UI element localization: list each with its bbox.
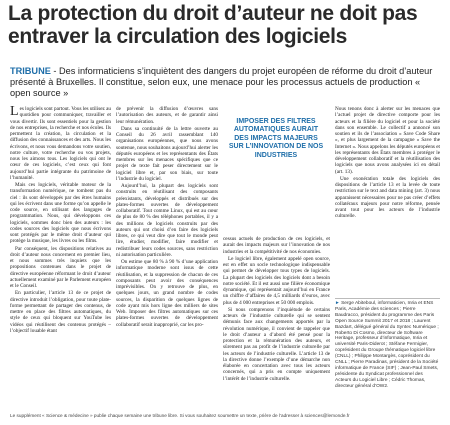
signers-divider xyxy=(335,298,440,299)
body-paragraph: Si nous comprenons l’inquiétude de certains acteurs de l’industrie culturelle qui se sentent démunis face aux changements apportés par la révolution numérique, il convient de rappeler que le droit d’auteur a d’abord été pensé pour la protection et la rémunération des auteurs, et sûrement pas au profit de l’industrie culturelle par les acteurs de l’industrie culturelle. L’article 13 de la directive donne l’exemple d’une démarche non élaborée en concertation avec tous les acteurs concernés, qui a pris en compte uniquement l’intérêt de l’industrie culturelle. xyxy=(223,306,330,382)
arrow-icon: ► xyxy=(335,301,340,306)
pull-quote: IMPOSER DES FILTRES AUTOMATIQUES AURAIT DES IMPACTS MAJEURS SUR L’INNOVATION DE NOS INDUSTRIES xyxy=(228,118,324,159)
signatories xyxy=(335,301,440,390)
drop-cap: L xyxy=(10,106,19,119)
body-paragraph: Dans sa continuité de la lettre ouverte au Conseil du 26 avril rassemblant 140 organisations européennes, que nous avons soutenue, nous souhaitons aujourd’hui alerter les députés européens et les représentants des États membres sur les menaces spécifiques que ce projet de texte fait peser directement sur le logiciel libre et, par son biais, sur toute l’industrie du logiciel. xyxy=(116,125,218,182)
body-paragraph: On estime que 80 % à 90 % d’une application informatique moderne sont issus de cette réutilisation, et la suppression de chacun de ces composants peut avoir des conséquences imprévisibles. On y retrouve de plus, en quelques jours, un grand nombre de codes sources, la disparition de quelques lignes de code ayant mis hors ligne des milliers de sites Web. Imposer des filtres automatiques sur ces plates-formes ouvertes de développement collaboratif serait inapproprié, car les pro- xyxy=(116,259,218,328)
section-tag: TRIBUNE xyxy=(10,66,51,76)
body-paragraph: Par conséquent, les dispositions relatives au droit d’auteur nous concernent en premier lieu, et nous sommes très inquiets que les propositions contenues dans le projet de directive européenne réformant le droit d’auteur actuellement examiné par le Parlement européen et le Conseil. xyxy=(10,245,111,289)
article-lead xyxy=(10,66,442,99)
lead-text: - Des informaticiens s’inquiètent des dangers du projet européen de réforme du droit d’auteur présenté à Bruxelles. Il constitue, selon eux, une menace pour les processus actuels de production « open source » xyxy=(10,66,433,98)
body-column-4 xyxy=(335,106,440,286)
body-paragraph: cessus actuels de production de ces logiciels, et aurait des impacts majeurs sur l’innovation de nos industries et la compétitivité de nos économies. xyxy=(223,236,330,255)
body-paragraph: Le logiciel libre, également appelé open source, est en effet un socle technologique indispensable qui permet de développer tous types de logiciels. La plupart des logiciels des logiciels dont a besoin notre société. Et il est aussi une filière économique dynamique, qui représentait aujourd’hui en France un chiffre d’affaires de 4,5 milliards d’euros, avec plus de 4 000 entreprises et 50 000 emplois. xyxy=(223,255,330,306)
footer-note: Le supplément « Science & médecine » publie chaque semaine une tribune libre. Si vous souhaitez soumettre un texte, prière de l’adresser à sciences@lemonde.fr xyxy=(10,413,350,418)
article-headline: La protection du droit d’auteur ne doit pas entraver la circulation des logiciels xyxy=(8,2,418,48)
body-column-3 xyxy=(223,106,330,407)
signatories-text: Serge Abiteboul, informaticien, Inria et ENS Paris, Académie des sciences ; Pierre Baudracco, président du programme des Paris Open Source Summit 2017 et 2018 ; Laurent Bazdart, délégué général du Syntec Numérique ; Roberto Di Cosmo, directeur de Software Heritage, professeur d’informatique, Inria et université Paris-Diderot ; Stéfane Fermigier, coprésident du Groupe thématique logiciel libre (CNLL) ; Philippe Montargès, coprésident du CNLL ; Pierre Paradinas, président de la Société informatique de France (SIF) ; Jean-Paul Smets, présidente du Syndicat professionnel des Acteurs du Logiciel Libre ; Cédric Thomas, directeur général d’OW2. xyxy=(335,301,439,389)
body-column-2 xyxy=(116,106,218,407)
body-paragraph: Mais ces logiciels, véritable moteur de la transformation numérique, ne tombent pas du ciel : ils sont développés par des êtres humains qui les écrivent dans une forme qu’on appelle le code source, en utilisant des langages de programmation. Nous, qui développons ces logiciels, sommes donc bien des auteurs : les codes sources des logiciels que nous écrivons sont protégés par le même droit d’auteur qui protège la musique, les livres ou les films. xyxy=(10,182,111,245)
body-paragraph: Aujourd’hui, la plupart des logiciels sont construits en réutilisant des composants préexistants, développés et distribués sur des plates-formes ouvertes de développement collaboratif. Tout comme Linux, qui est au cœur de plus de 80 % des téléphones portables, il y a des millions de logiciels construits par des auteurs qui ont choisi d’en faire des logiciels libres, ce qui veut dire que tout le monde peut lire, étudier, modifier, faire modifier et redistribuer leurs codes sources, sans restriction ni autorisation particulière. xyxy=(116,183,218,258)
body-paragraph: Les logiciels sont partout. Vous les utilisez au quotidien pour communiquer, travailler et vous divertir. Ils sont essentiels pour la gestion de nos entreprises, la recherche et nos écoles. Ils permettent la création, la circulation et la diffusion des connaissances et des arts. Nous les écrivons, et nous vous demandons votre soutien, notre culture, votre recherche ou vos projets, nous les aimons tous. Les logiciels qui ont le cœur de ces logiciels, c’est ceux qui font aujourd’hui partie intégrante du patrimoine de l’humanité. xyxy=(10,106,111,181)
body-paragraph: Une exonération totale des logiciels des dispositions de l’article 13 et la levée de toute restriction sur le text and data mining (art. 3) nous apparaissent nécessaires pour ne pas créer d’effets collatéraux majeurs pour notre réforme, pensée avant tout pour les acteurs de l’industrie culturelle. xyxy=(335,175,440,220)
body-paragraph: Nous tenons donc à alerter sur les menaces que l’actuel projet de directive comporte pour les acteurs et la filière du logiciel et pour la société dans son ensemble. Le collectif a annoncé son soutien et ils de l’association « Save Code Share », et plus largement de la campagne « Save the Internet ». Nous appelons les députés européens et les représentants des États membres à protéger le développement collaboratif et la réutilisation des logiciels que nous avons analysées ici en détail (art. 13). xyxy=(335,106,440,175)
body-column-1 xyxy=(10,106,111,407)
body-paragraph: En particulier, l’article 13 de ce projet de directive introduit l’obligation, pour toute plate-forme permettant de partager des contenus, de mettre en place des filtres automatiques, du style de ceux qui bloquent sur YouTube les vidéos qui réutilisent des contenus protégés – l’objectif louable étant xyxy=(10,290,111,334)
body-paragraph: de prévenir la diffusion d’œuvres sans l’autorisation des auteurs, et de garantir ainsi leur rémunération. xyxy=(116,106,218,125)
